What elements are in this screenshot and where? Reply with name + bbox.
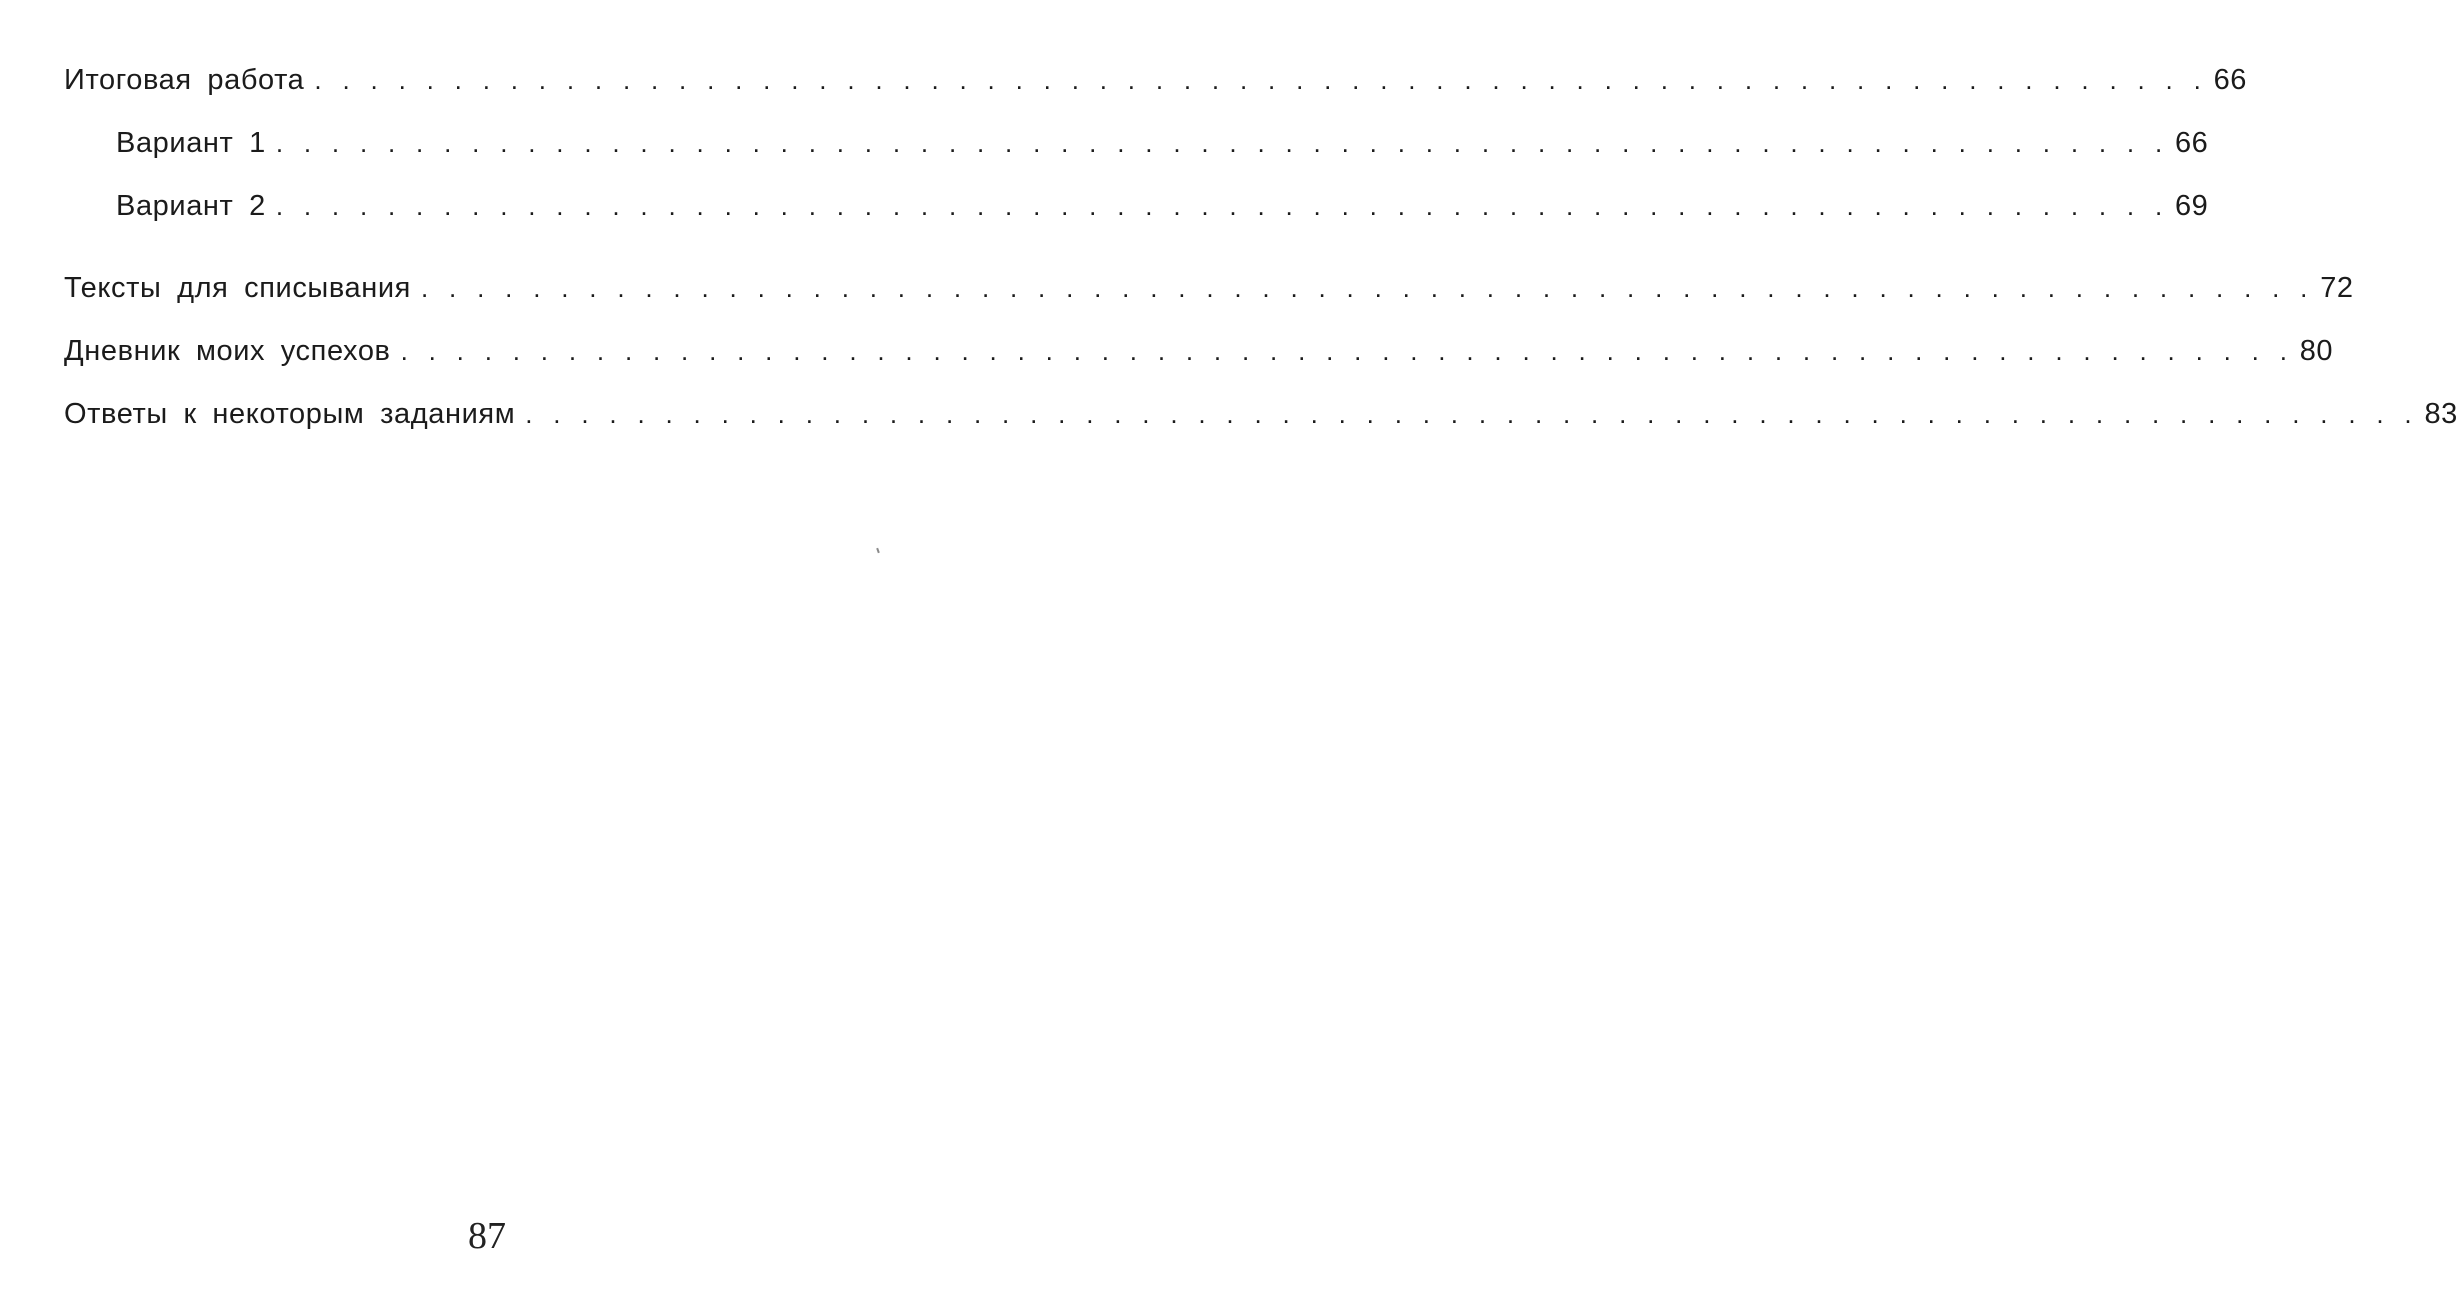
toc-entry-title: Дневник моих успехов [64, 335, 391, 367]
toc-entry-page: 72 [2320, 272, 2354, 304]
dot-leader: . . . . . . . . . . . . . . . . . . . . . . . . . . . . . . . . . . . . . . . . . . . . . . . . . . . . . . . . . . . . . . . . . . . . [314, 65, 2208, 95]
dot-leader: . . . . . . . . . . . . . . . . . . . . . . . . . . . . . . . . . . . . . . . . . . . . . . . . . . . . . . . . . . . . . . . . . . . . [525, 399, 2419, 429]
toc-entry-variant-2 [116, 186, 2209, 226]
toc-entry-answers [64, 394, 2458, 434]
dot-leader: . . . . . . . . . . . . . . . . . . . . . . . . . . . . . . . . . . . . . . . . . . . . . . . . . . . . . . . . . . . . . . . . . . . . [400, 336, 2294, 366]
toc-entry-page: 83 [2424, 398, 2458, 430]
toc-entry-page: 66 [2213, 64, 2247, 96]
dot-leader: . . . . . . . . . . . . . . . . . . . . . . . . . . . . . . . . . . . . . . . . . . . . . . . . . . . . . . . . . . . . . . . . . . . . [275, 128, 2170, 158]
toc-entry-success-diary [64, 331, 2334, 371]
toc-entry-copy-texts [64, 268, 2354, 308]
toc-entry-page: 66 [2175, 127, 2209, 159]
toc-entry-title: Вариант 1 [116, 127, 266, 159]
toc-entry-title: Тексты для списывания [64, 272, 411, 304]
toc-entry-page: 69 [2175, 190, 2209, 222]
dot-leader: . . . . . . . . . . . . . . . . . . . . . . . . . . . . . . . . . . . . . . . . . . . . . . . . . . . . . . . . . . . . . . . . . . . . [275, 191, 2170, 221]
toc-entry-page: 80 [2299, 335, 2334, 367]
print-speck [876, 548, 880, 553]
toc-entry-title: Ответы к некоторым заданиям [64, 398, 516, 430]
toc-entry-final-work [64, 60, 2247, 100]
toc-entry-title: Вариант 2 [116, 190, 266, 222]
toc-entry-variant-1 [116, 123, 2209, 163]
dot-leader: . . . . . . . . . . . . . . . . . . . . . . . . . . . . . . . . . . . . . . . . . . . . . . . . . . . . . . . . . . . . . . . . . . . . [421, 273, 2315, 303]
toc-entry-title: Итоговая работа [64, 64, 305, 96]
page-number: 87 [468, 1215, 506, 1257]
